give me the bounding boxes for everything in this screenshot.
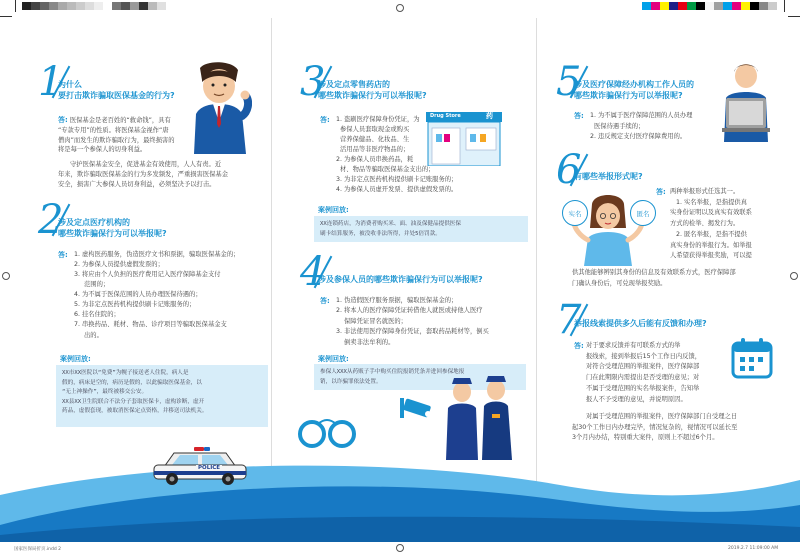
handcuffs-icon xyxy=(296,412,358,452)
section-1-title-line1: 为什么 xyxy=(58,80,82,89)
case-replay-title: 案例回放: xyxy=(60,355,91,363)
para-line: 3个月内办结，特别重大案件，原则上不超过6个月。 xyxy=(572,434,719,442)
list-item: 1. 为不属于医疗保障范围的人员办理 xyxy=(590,112,693,119)
section-2-title-line1: 涉及定点医疗机构的 xyxy=(58,218,130,227)
answer-label: 答: xyxy=(320,116,330,124)
list-item: 医保待遇手续的； xyxy=(594,122,645,130)
registration-mark xyxy=(396,4,404,12)
section-1-paragraph-2 xyxy=(58,160,268,189)
list-item: 2. 为参保人员串换药品，耗 xyxy=(336,156,414,164)
section-2-number: 2 xyxy=(38,197,64,243)
section-1-title-line2: 要打击欺诈骗取医保基金的行为? xyxy=(58,90,175,100)
para-line: 人希望获得举报奖励，可以提 xyxy=(670,252,752,260)
list-item: 范围的； xyxy=(84,281,110,289)
list-item: 2. 违反规定支付医疗保障费用的。 xyxy=(590,133,687,141)
case-line: 销，以诈骗罪依法处置。 xyxy=(320,378,382,385)
section-6-number: 6 xyxy=(556,147,582,193)
list-item: 1. 伪造假医疗服务票据，骗取医保基金的； xyxy=(336,297,458,304)
para-line: 报人不予受理的意见，并说明原因。 xyxy=(586,395,687,403)
para-line: 两种举报形式任选其一。 xyxy=(670,188,740,195)
color-swatch xyxy=(678,2,687,10)
laptop-worker-illustration xyxy=(716,60,776,142)
s1-para1-line: 僧肉”而发生的欺诈骗取行为，最终损害的 xyxy=(58,136,175,144)
color-swatch xyxy=(741,2,750,10)
registration-mark xyxy=(396,544,404,552)
list-item: 5. 为非定点医药机构提供刷卡记账服务的； xyxy=(74,301,196,309)
color-swatch xyxy=(157,2,166,10)
list-item: 1. 虚构医药服务，伪造医疗文书和票据，骗取医保基金的； xyxy=(74,251,240,258)
list-item: 倒卖非法牟利的。 xyxy=(344,338,395,346)
case-line: 药品，虚假套现，被取消医保定点资格，并移送司法机关。 xyxy=(62,408,208,414)
color-swatch xyxy=(85,2,94,10)
list-item: 参保人员套取现金或购买 xyxy=(340,126,410,134)
cctv-camera-icon xyxy=(398,396,434,426)
color-swatch xyxy=(58,2,67,10)
color-swatch xyxy=(687,2,696,10)
list-item: 出的。 xyxy=(84,331,103,339)
fold-line xyxy=(271,18,272,488)
section-5-title xyxy=(574,80,694,102)
case-line: 刷卡结算服务，被没收非法所得，并处5倍罚款。 xyxy=(320,230,441,237)
color-swatch xyxy=(148,2,157,10)
color-swatch xyxy=(759,2,768,10)
color-swatch xyxy=(139,2,148,10)
para-line: 对符合受理范围的举报案件，医疗保障部 xyxy=(586,363,700,371)
color-swatch xyxy=(121,2,130,10)
color-swatch xyxy=(22,2,31,10)
color-swatch xyxy=(112,2,121,10)
bubble-anonymous-label: 匿名 xyxy=(636,209,650,218)
section-5-title-line2: 哪些欺诈骗保行为可以举报呢? xyxy=(574,90,683,100)
para-line: 方式的检举、揭发行为。 xyxy=(670,220,740,228)
color-bar-right xyxy=(642,2,786,10)
case-replay-title: 案例回放: xyxy=(318,206,349,214)
case-replay-box xyxy=(314,216,528,242)
para-line: 起30个工作日内办理完毕，情况复杂的，视情况可以延长至 xyxy=(572,423,738,431)
answer-label: 答: xyxy=(574,112,584,120)
section-2-title xyxy=(58,218,167,240)
bottom-wave xyxy=(0,455,800,542)
section-7-number: 7 xyxy=(556,297,582,343)
color-swatch xyxy=(768,2,777,10)
section-6-title: 有哪些举报形式呢? xyxy=(574,172,643,181)
section-3-number: 3 xyxy=(300,59,326,105)
list-item: 3. 非法使用医疗保障身份凭证，套取药品耗材等，倒买 xyxy=(336,328,489,336)
s1-para2-line: 安全，损害广大参保人员切身利益，必须坚决予以打击。 xyxy=(58,180,216,188)
list-item: 2. 为参保人员提供虚假发票的； xyxy=(74,261,164,269)
para-line: 供其他能够辨别其身份的信息及有效联系方式，医疗保障部 xyxy=(572,269,736,276)
color-swatch xyxy=(94,2,103,10)
color-swatch xyxy=(40,2,49,10)
crop-mark xyxy=(784,0,785,12)
footer-timestamp: 2019.2.7 11:09:00 AM xyxy=(728,546,779,551)
para-line: 2. 匿名举报，是指不提供 xyxy=(676,230,747,238)
section-2-title-line2: 哪些欺诈骗保行为可以举报呢? xyxy=(58,228,167,238)
bubble-real-name-label: 实名 xyxy=(568,209,582,218)
registration-mark xyxy=(790,272,798,280)
crop-mark xyxy=(788,16,800,17)
color-swatch xyxy=(750,2,759,10)
s1-para2-line: 年来，欺诈骗取医保基金的行为多发频发，严重损害医保基金 xyxy=(58,170,229,178)
para-line: 报线索，接到举报后15个工作日内反馈， xyxy=(586,352,702,360)
s1-para1-line: 医保基金是老百姓的“救命钱”，具有 xyxy=(69,117,171,124)
police-car-label: POLICE xyxy=(198,465,221,471)
section-4-list xyxy=(336,296,536,348)
registration-mark xyxy=(2,272,10,280)
section-4-title: 涉及参保人员的哪些欺诈骗保行为可以举报呢? xyxy=(318,275,483,284)
s1-para1-line: 将是每一个参保人的切身利益。 xyxy=(58,146,147,154)
section-3-title-line2: 哪些欺诈骗保行为可以举报呢? xyxy=(318,90,427,100)
color-swatch xyxy=(651,2,660,10)
para-line: 不属于受理范围的实名举报案件，告知举 xyxy=(586,384,700,392)
answer-label: 答: xyxy=(58,116,68,124)
section-6-paragraph-wide xyxy=(572,268,782,289)
answer-label: 答: xyxy=(320,297,330,305)
color-bar-left xyxy=(22,2,166,10)
para-line: 实身份证明以及真实有效联系 xyxy=(670,209,752,217)
case-line: “无上神操作”，最终被移交公安。 xyxy=(62,389,148,395)
case-line: 参保人XXX从药贩子手中购买住院报销凭条并进回参保地报 xyxy=(320,369,465,375)
color-swatch xyxy=(76,2,85,10)
color-swatch xyxy=(732,2,741,10)
section-1-number: 1 xyxy=(38,59,64,105)
section-5-title-line1: 涉及医疗保障经办机构工作人员的 xyxy=(574,80,694,89)
section-1-answer xyxy=(58,115,238,155)
list-item: 2. 将本人的医疗保障凭证转借他人就医或持他人医疗 xyxy=(336,307,483,315)
list-item: 保障凭证冒名就医的； xyxy=(344,317,407,325)
case-line: XX市XX医院以“免费”为幌子接送老人住院，病人是 xyxy=(62,370,189,376)
calendar-icon xyxy=(730,336,774,380)
case-replay-title: 案例回放: xyxy=(318,355,349,363)
para-line: 对于要求反馈并有可联系方式的举 xyxy=(586,342,681,349)
section-7-paragraph-2 xyxy=(572,412,784,444)
list-item: 3. 将应由个人负担的医疗费用记入医疗保障基金支付 xyxy=(74,271,221,279)
section-3-title-line1: 涉及定点零售药店的 xyxy=(318,80,390,89)
fold-line xyxy=(536,18,537,488)
list-item: 材、物品等骗取医保基金支出的； xyxy=(340,166,435,174)
section-7-paragraph xyxy=(586,341,736,405)
drug-store-char: 药 xyxy=(486,112,493,120)
crop-mark xyxy=(0,16,12,17)
list-item: 6. 挂名住院的； xyxy=(74,311,120,319)
para-line: 1. 实名举报，是指提供真 xyxy=(676,198,747,206)
para-line: 门确认身份后，可兑现举报奖励。 xyxy=(572,279,667,287)
case-line: XX连锁药店，为消费者购买米、面、油及保健品提供医保 xyxy=(320,221,461,227)
section-7-title: 举报线索提供多久后能有反馈和办理? xyxy=(574,319,707,328)
answer-label: 答: xyxy=(656,188,666,196)
section-4-number: 4 xyxy=(300,249,326,295)
color-swatch xyxy=(130,2,139,10)
list-item: 7. 串换药品、耗材、物品、诊疗项目等骗取医保基金支 xyxy=(74,321,227,329)
color-swatch xyxy=(49,2,58,10)
list-item: 1. 盗刷医疗保障身份凭证，为 xyxy=(336,116,420,123)
color-swatch xyxy=(103,2,112,10)
list-item: 4. 为参保人员虚开发票、提供虚假发票的。 xyxy=(336,186,458,194)
color-swatch xyxy=(642,2,651,10)
section-2-list xyxy=(74,250,269,341)
color-swatch xyxy=(723,2,732,10)
case-replay-box xyxy=(56,365,268,427)
footer-filename: 国家医保局折页.indd 2 xyxy=(14,547,62,552)
case-line: 假的，病床是空的，病历是假的，以此骗取医保基金，以 xyxy=(62,379,202,386)
section-5-number: 5 xyxy=(556,59,582,105)
color-swatch xyxy=(696,2,705,10)
section-3-title xyxy=(318,80,427,102)
color-swatch xyxy=(705,2,714,10)
para-line: 对属于受理范围的举报案件，医疗保障部门自受理之日 xyxy=(586,413,738,420)
color-swatch xyxy=(67,2,76,10)
answer-label: 答: xyxy=(58,251,68,259)
list-item: 3. 为非定点医药机构提供刷卡记账服务的； xyxy=(336,176,458,184)
section-1-title xyxy=(58,80,175,102)
answer-label: 答: xyxy=(574,342,584,350)
section-6-paragraph xyxy=(670,187,778,262)
drug-store-sign: Drug Store xyxy=(430,113,461,119)
crop-mark xyxy=(15,0,16,12)
color-swatch xyxy=(669,2,678,10)
list-item: 4. 为不属于医保范围的人员办理医保待遇的； xyxy=(74,291,202,299)
s1-para2-line: 守护医保基金安全，促进基金有效使用，人人有责。近 xyxy=(70,161,222,168)
para-line: 真实身份的举报行为。如举报 xyxy=(670,241,752,249)
color-swatch xyxy=(714,2,723,10)
list-item: 活用品等非医疗物品的； xyxy=(340,146,410,154)
bubble-anonymous xyxy=(630,200,656,226)
section-5-list xyxy=(590,111,720,143)
color-swatch xyxy=(660,2,669,10)
police-officers-illustration xyxy=(440,370,520,460)
color-swatch xyxy=(31,2,40,10)
s1-para1-line: “专款专用”的性质。将医保基金视作“唐 xyxy=(58,126,169,134)
case-line: XX县XX卫生院联合不法分子套取医保卡，虚构诊断，虚开 xyxy=(62,398,205,405)
para-line: 门在此期限内需提出是否受理的意见；对 xyxy=(586,374,700,382)
list-item: 营养保健品、化妆品、生 xyxy=(340,136,410,144)
bubble-real-name xyxy=(562,200,588,226)
